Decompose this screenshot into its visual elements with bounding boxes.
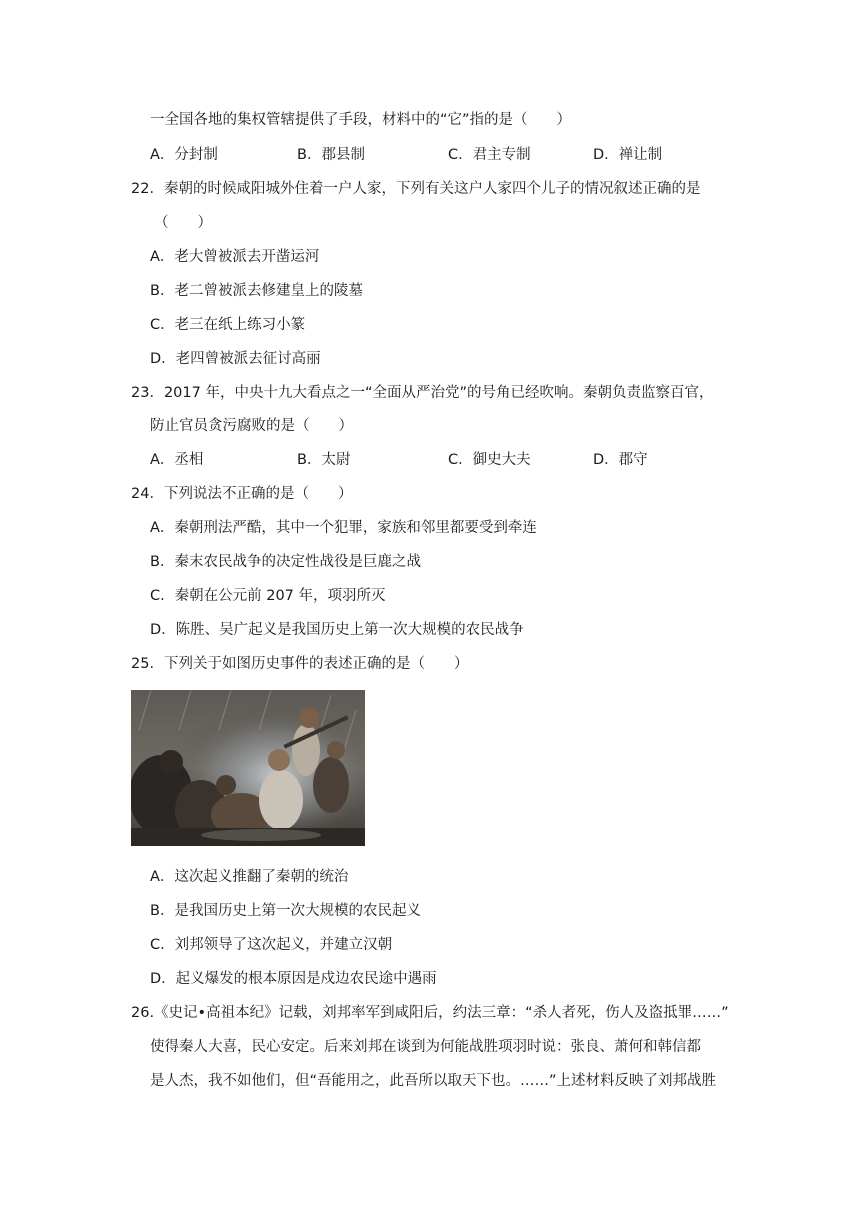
q26-line-2: 使得秦人大喜，民心安定。后来刘邦在谈到为何能战胜项羽时说：张良、萧何和韩信都 [150, 1039, 701, 1055]
q23-stem: 23．2017 年，中央十九大看点之一“全面从严治党”的号角已经吹响。秦朝负责监察百官， [131, 385, 714, 401]
q21-option-b: B．郡县制 [297, 147, 365, 163]
q25-option-c: C．刘邦领导了这次起义，并建立汉朝 [150, 937, 393, 953]
q21-option-a: A．分封制 [150, 147, 218, 163]
q25-option-b: B．是我国历史上第一次大规模的农民起义 [150, 903, 421, 919]
q24-option-a: A．秦朝刑法严酷，其中一个犯罪，家族和邻里都要受到牵连 [150, 520, 537, 536]
q23-option-b: B．太尉 [297, 452, 351, 468]
q24-stem: 24．下列说法不正确的是（ ） [131, 486, 353, 502]
q26-line-3: 是人杰，我不如他们，但“吾能用之，此吾所以取天下也。……”上述材料反映了刘邦战胜 [150, 1073, 717, 1089]
q24-option-d: D．陈胜、吴广起义是我国历史上第一次大规模的农民战争 [150, 622, 524, 638]
q22-stem: 22．秦朝的时候咸阳城外住着一户人家，下列有关这户人家四个儿子的情况叙述正确的是 [131, 181, 701, 197]
q24-option-c: C．秦朝在公元前 207 年，项羽所灭 [150, 588, 386, 604]
q22-option-a: A．老大曾被派去开凿运河 [150, 249, 320, 265]
q23-stem-continuation: 防止官员贪污腐败的是（ ） [150, 418, 353, 434]
uprising-painting-image [131, 690, 365, 846]
q21-stem-continuation: 一全国各地的集权管辖提供了手段，材料中的“它”指的是（ ） [150, 112, 572, 128]
q23-option-c: C．御史大夫 [448, 452, 531, 468]
q24-option-b: B．秦末农民战争的决定性战役是巨鹿之战 [150, 554, 421, 570]
q21-option-d: D．禅让制 [593, 147, 663, 163]
q23-option-a: A．丞相 [150, 452, 204, 468]
q22-option-d: D．老四曾被派去征讨高丽 [150, 351, 321, 367]
q21-option-c: C．君主专制 [448, 147, 531, 163]
q22-option-b: B．老二曾被派去修建皇上的陵墓 [150, 283, 363, 299]
q23-option-d: D．郡守 [593, 452, 648, 468]
q26-line-1: 26.《史记•高祖本纪》记载，刘邦率军到咸阳后，约法三章：“杀人者死，伤人及盗抵罪……” [131, 1005, 729, 1021]
q25-option-a: A．这次起义推翻了秦朝的统治 [150, 869, 349, 885]
q22-option-c: C．老三在纸上练习小篆 [150, 317, 306, 333]
q22-stem-continuation: （ ） [154, 215, 212, 231]
q25-option-d: D．起义爆发的根本原因是戍边农民途中遇雨 [150, 971, 437, 987]
q25-stem: 25．下列关于如图历史事件的表述正确的是（ ） [131, 656, 469, 672]
